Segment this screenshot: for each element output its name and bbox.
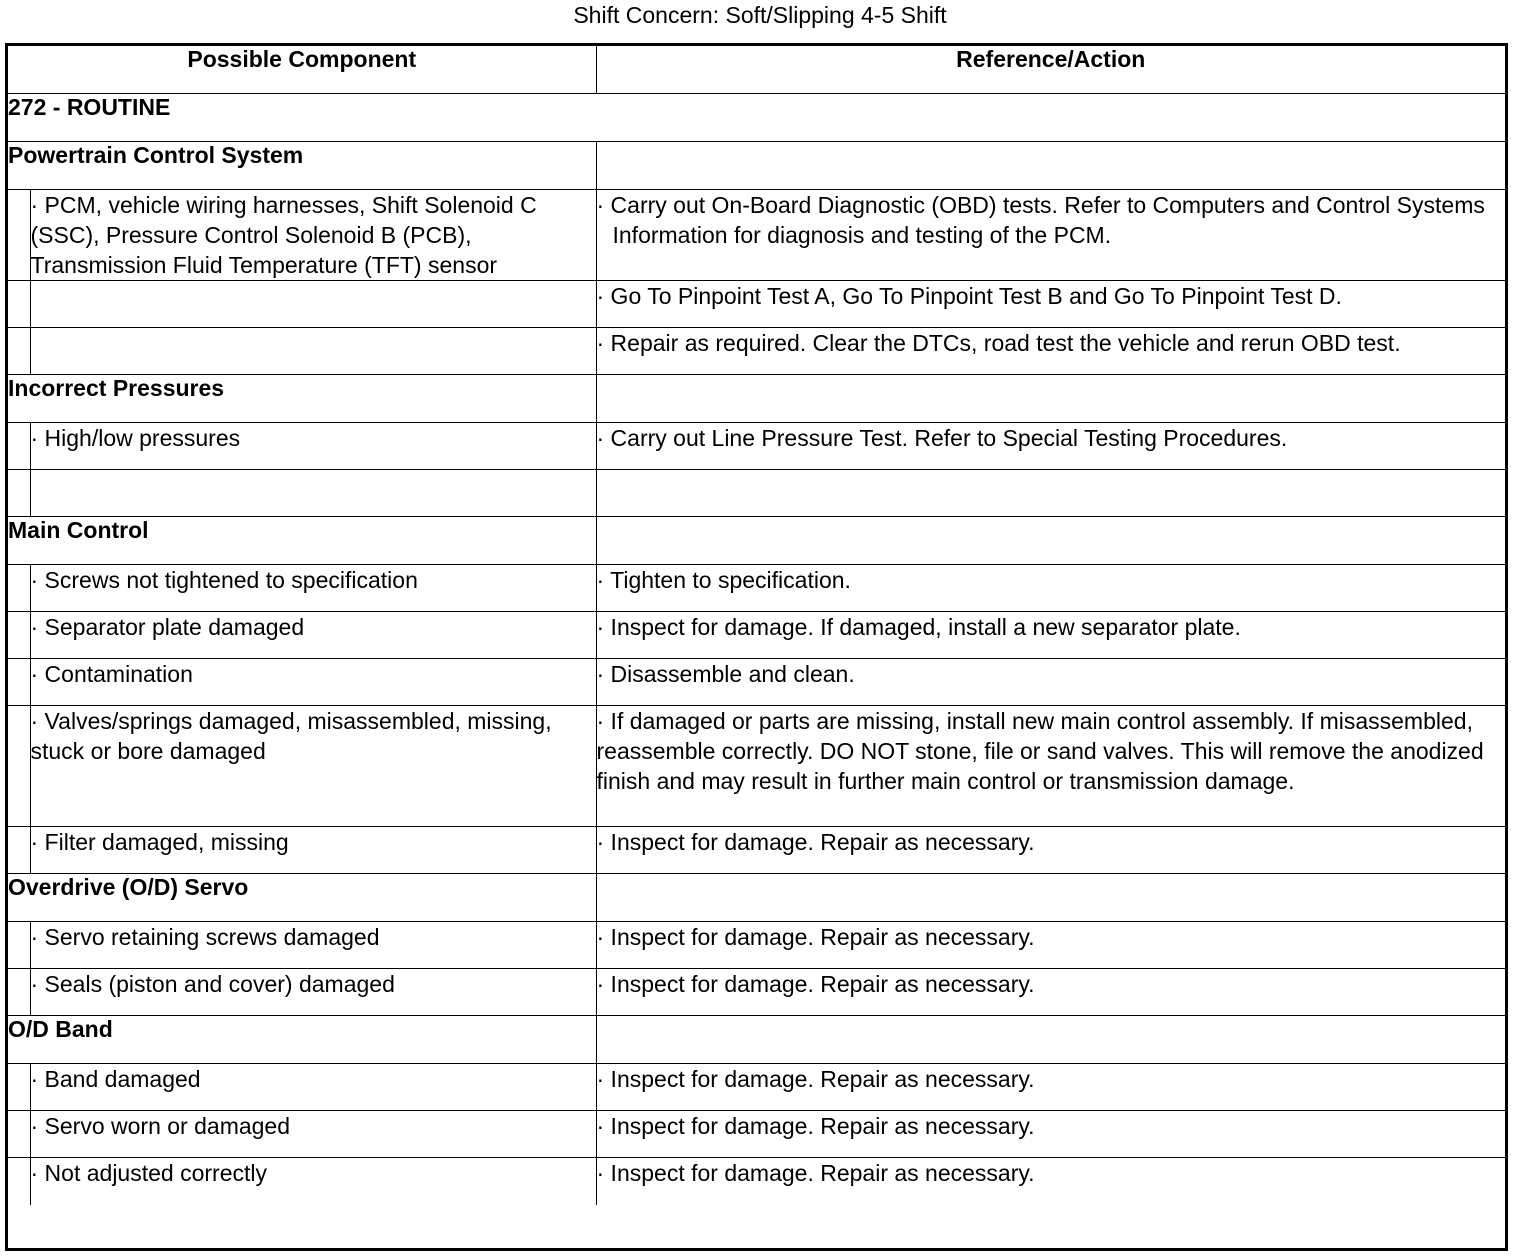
component-cell: · PCM, vehicle wiring harnesses, Shift Solenoid C (SSC), Pressure Control Solenoid B (PCB), Transmission Fluid Temperature (TFT) sensor: [30, 190, 596, 281]
table-row: [8, 612, 1505, 659]
component-cell: · Band damaged: [30, 1064, 596, 1111]
action-cell: [596, 1111, 1505, 1158]
action-cell: [596, 827, 1505, 874]
component-cell: · Separator plate damaged: [30, 612, 596, 659]
action-cell: [596, 659, 1505, 706]
component-cell: · Filter damaged, missing: [30, 827, 596, 874]
action-text: · Go To Pinpoint Test A, Go To Pinpoint Test B and Go To Pinpoint Test D.: [596, 283, 1342, 309]
column-header-component: Possible Component: [8, 46, 596, 94]
section-header-row: [8, 375, 1505, 423]
action-text: · Inspect for damage. Repair as necessary.: [596, 1113, 1035, 1139]
action-cell: · If damaged or parts are missing, install new main control assembly. If misassembled, reassemble correctly. DO NOT stone, file or sand valves. This will remove the anodized finish and may result in further main control or transmission damage.: [596, 706, 1505, 827]
section-action-blank: [596, 1016, 1505, 1064]
indent-cell: [8, 922, 30, 969]
component-cell: · Servo retaining screws damaged: [30, 922, 596, 969]
routine-label: 272 - ROUTINE: [8, 94, 1505, 142]
table-row: [8, 922, 1505, 969]
action-text: · Carry out Line Pressure Test. Refer to Special Testing Procedures.: [596, 425, 1288, 451]
table-row: [8, 659, 1505, 706]
action-cell: [596, 612, 1505, 659]
component-cell: [30, 281, 596, 328]
component-cell: [30, 328, 596, 375]
table-row: [8, 706, 1505, 827]
action-cell: [596, 1064, 1505, 1111]
component-cell: · Not adjusted correctly: [30, 1158, 596, 1205]
table-row: [8, 470, 1505, 517]
indent-cell: [8, 612, 30, 659]
action-text: · Inspect for damage. Repair as necessary.: [596, 1160, 1035, 1186]
table-row: [8, 423, 1505, 470]
section-header-row: [8, 142, 1505, 190]
indent-cell: [8, 1158, 30, 1205]
section-title: O/D Band: [8, 1016, 596, 1064]
section-title: Main Control: [8, 517, 596, 565]
table-row: [8, 827, 1505, 874]
action-text: · Tighten to specification.: [596, 567, 851, 593]
section-title: Overdrive (O/D) Servo: [8, 874, 596, 922]
table-header-row: [8, 46, 1505, 94]
column-header-action: Reference/Action: [596, 46, 1505, 94]
table-row: [8, 1111, 1505, 1158]
table-row: [8, 1064, 1505, 1111]
action-text: · Inspect for damage. Repair as necessary.: [596, 924, 1035, 950]
table-row: [8, 328, 1505, 375]
section-action-blank: [596, 375, 1505, 423]
indent-cell: [8, 190, 30, 281]
component-cell: · Servo worn or damaged: [30, 1111, 596, 1158]
indent-cell: [8, 1111, 30, 1158]
indent-cell: [8, 659, 30, 706]
table-row: [8, 190, 1505, 281]
indent-cell: [8, 281, 30, 328]
action-cell: [596, 281, 1505, 328]
indent-cell: [8, 1064, 30, 1111]
table-row: [8, 1158, 1505, 1205]
indent-cell: [8, 827, 30, 874]
diagnosis-table-frame: [5, 43, 1508, 1251]
action-text: · Disassemble and clean.: [596, 661, 855, 687]
action-cell: [596, 922, 1505, 969]
action-text: · Inspect for damage. Repair as necessary.: [596, 829, 1035, 855]
component-cell: · High/low pressures: [30, 423, 596, 470]
component-cell: · Seals (piston and cover) damaged: [30, 969, 596, 1016]
action-cell: [596, 1158, 1505, 1205]
section-header-row: [8, 1016, 1505, 1064]
action-cell: [596, 423, 1505, 470]
section-action-blank: [596, 517, 1505, 565]
component-cell: · Contamination: [30, 659, 596, 706]
action-text: · Inspect for damage. Repair as necessary.: [596, 971, 1035, 997]
table-row: [8, 969, 1505, 1016]
indent-cell: [8, 565, 30, 612]
table-row: [8, 281, 1505, 328]
indent-cell: [8, 423, 30, 470]
document-title: Shift Concern: Soft/Slipping 4-5 Shift: [573, 2, 947, 28]
action-text: · Repair as required. Clear the DTCs, road test the vehicle and rerun OBD test.: [596, 330, 1401, 356]
action-text: · Carry out On-Board Diagnostic (OBD) tests. Refer to Computers and Control Systems Information for diagnosis and testing of the PCM.: [596, 192, 1485, 248]
diagnosis-table: [8, 46, 1505, 1205]
indent-cell: [8, 470, 30, 517]
action-cell: [596, 328, 1505, 375]
action-cell: [596, 190, 1505, 281]
routine-row: [8, 94, 1505, 142]
section-header-row: [8, 517, 1505, 565]
component-cell: · Valves/springs damaged, misassembled, missing, stuck or bore damaged: [30, 706, 596, 827]
action-cell: [596, 470, 1505, 517]
indent-cell: [8, 969, 30, 1016]
section-title: Powertrain Control System: [8, 142, 596, 190]
section-title: Incorrect Pressures: [8, 375, 596, 423]
component-cell: · Screws not tightened to specification: [30, 565, 596, 612]
action-text: · Inspect for damage. Repair as necessary.: [596, 1066, 1035, 1092]
table-row: [8, 565, 1505, 612]
section-header-row: [8, 874, 1505, 922]
component-cell: [30, 470, 596, 517]
section-action-blank: [596, 874, 1505, 922]
section-action-blank: [596, 142, 1505, 190]
action-cell: [596, 969, 1505, 1016]
indent-cell: [8, 328, 30, 375]
indent-cell: [8, 706, 30, 827]
action-text: · Inspect for damage. If damaged, install a new separator plate.: [596, 614, 1241, 640]
action-cell: [596, 565, 1505, 612]
